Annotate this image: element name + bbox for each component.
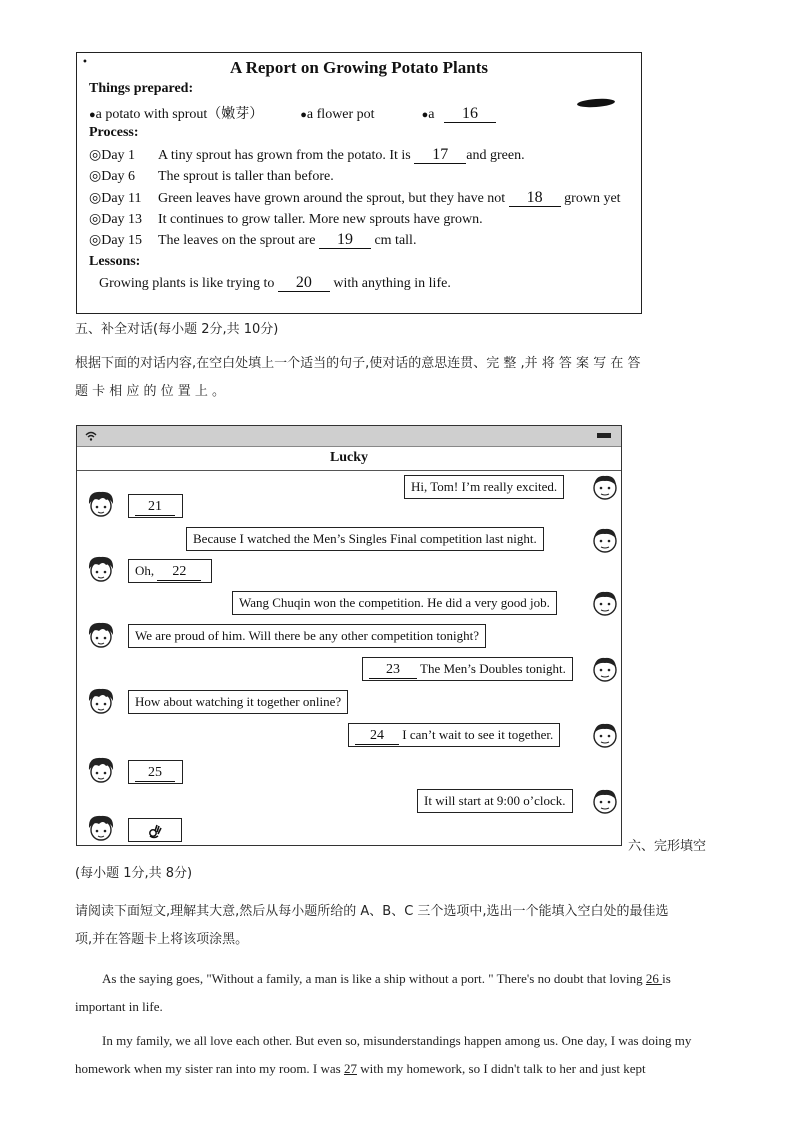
lessons-label: Lessons: (89, 254, 141, 269)
status-bar (77, 426, 621, 447)
report-box (76, 52, 642, 314)
passage-paragraph-1 (75, 965, 720, 1021)
corner-mark: • (82, 57, 88, 68)
day-row (89, 211, 483, 228)
blank-25[interactable]: 25 (135, 765, 175, 782)
section6-instruction (75, 898, 720, 954)
day-text: It continues to grow taller. More new sprouts have grown. (158, 212, 483, 227)
wifi-icon (85, 431, 97, 441)
day-label: Day 6 (101, 169, 136, 184)
message-text: Oh, (135, 563, 155, 578)
message-bubble (417, 789, 573, 813)
message-bubble (128, 559, 212, 583)
chat-title: Lucky (77, 446, 621, 471)
section5-instruction (75, 350, 720, 406)
instruction-line: 请阅读下面短文,理解其大意,然后从每小题所给的 A、B、C 三个选项中,选出一个能填入空白处的最佳选 (75, 904, 669, 919)
things-prepared-label: Things prepared: (89, 81, 194, 96)
message-text: It will start at 9:00 o’clock. (424, 793, 566, 808)
section5-heading: 五、补全对话(每小题 2分,共 10分) (75, 322, 279, 337)
lesson-text: Growing plants is like trying to (99, 276, 275, 291)
avatar-tom (590, 786, 620, 816)
chat-window (76, 425, 622, 846)
day-label: Day 15 (101, 233, 143, 248)
lesson-text-post: with anything in life. (333, 276, 451, 291)
blank-20[interactable]: 20 (278, 275, 330, 292)
blank-22[interactable]: 22 (157, 564, 201, 581)
battery-icon (597, 433, 611, 438)
day-text-post: grown yet (564, 191, 621, 206)
blank-16[interactable]: 16 (444, 106, 496, 123)
message-bubble (128, 760, 183, 784)
thing-item: a potato with sprout（嫩芽） (95, 107, 264, 122)
day-text-post: cm tall. (374, 233, 417, 248)
circle-dot-icon: ◎ (89, 233, 102, 248)
message-text: How about watching it together online? (135, 694, 342, 709)
avatar-tom (590, 654, 620, 684)
instruction-line: 项,并在答题卡上将该项涂黑。 (75, 932, 249, 947)
day-label: Day 13 (101, 212, 143, 227)
message-text: We are proud of him. Will there be any other competition tonight? (135, 628, 480, 643)
bullet-icon: ● (89, 109, 96, 121)
message-bubble (128, 494, 183, 518)
avatar-lucky (86, 489, 116, 519)
day-text: A tiny sprout has grown from the potato. It is (158, 148, 411, 163)
passage-text: with my homework, so I didn't talk to her and just kept (356, 1061, 646, 1076)
thing-item: a (428, 107, 435, 122)
avatar-tom (590, 472, 620, 502)
thing-item: a flower pot (306, 107, 375, 122)
ink-smudge (577, 98, 615, 109)
blank-26[interactable]: 26 (645, 971, 663, 986)
circle-dot-icon: ◎ (89, 148, 102, 163)
message-text: Hi, Tom! I’m really excited. (411, 479, 558, 494)
message-bubble (362, 657, 573, 681)
passage-text: As the saying goes, "Without a family, a man is like a ship without a port. " There's no doubt that loving (102, 971, 646, 986)
message-text: The Men’s Doubles tonight. (420, 661, 566, 676)
day-row (89, 147, 525, 164)
avatar-lucky (86, 554, 116, 584)
message-bubble (232, 591, 557, 615)
day-label: Day 1 (101, 148, 136, 163)
report-title: A Report on Growing Potato Plants (230, 58, 488, 77)
blank-19[interactable]: 19 (319, 232, 371, 249)
blank-23[interactable]: 23 (369, 662, 417, 679)
circle-dot-icon: ◎ (89, 169, 102, 184)
blank-27[interactable]: 27 (343, 1061, 357, 1076)
blank-18[interactable]: 18 (509, 190, 561, 207)
things-list (89, 103, 496, 123)
avatar-lucky (86, 813, 116, 843)
bullet-icon: ● (421, 109, 429, 121)
avatar-tom (590, 525, 620, 555)
message-bubble (128, 624, 486, 648)
avatar-tom (590, 720, 620, 750)
message-bubble (128, 818, 182, 842)
section6-heading: 六、完形填空 (628, 839, 707, 854)
day-text: The sprout is taller than before. (158, 169, 334, 184)
circle-dot-icon: ◎ (89, 191, 102, 206)
avatar-lucky (86, 755, 116, 785)
day-row (89, 190, 621, 207)
blank-24[interactable]: 24 (355, 728, 399, 745)
blank-21[interactable]: 21 (135, 499, 175, 516)
section6-score: (每小题 1分,共 8分) (75, 866, 193, 881)
message-bubble (186, 527, 544, 551)
day-row (89, 232, 416, 249)
ok-hand-icon (147, 822, 163, 837)
lesson-line (99, 275, 451, 292)
day-row (89, 168, 334, 185)
avatar-lucky (86, 686, 116, 716)
message-text: Because I watched the Men’s Singles Final competition last night. (193, 531, 537, 546)
message-bubble (404, 475, 564, 499)
passage-paragraph-2 (75, 1027, 720, 1083)
avatar-tom (590, 588, 620, 618)
day-text: The leaves on the sprout are (158, 233, 316, 248)
blank-17[interactable]: 17 (414, 147, 466, 164)
day-text-post: and green. (466, 148, 525, 163)
avatar-lucky (86, 620, 116, 650)
circle-dot-icon: ◎ (89, 212, 102, 227)
bullet-icon: ● (300, 109, 307, 121)
instruction-line: 题 卡 相 应 的 位 置 上 。 (75, 384, 226, 399)
message-text: I can’t wait to see it together. (402, 727, 554, 742)
message-text: Wang Chuqin won the competition. He did a very good job. (239, 595, 550, 610)
passage-text: In my family, we all love each other. But even so, misunderstandings happen among us. One day, I was doing my homework when my sister ran into my room. I was (75, 1033, 692, 1076)
day-text: Green leaves have grown around the sprout, but they have not (158, 191, 506, 206)
instruction-line: 根据下面的对话内容,在空白处填上一个适当的句子,使对话的意思连贯、完 整 ,并 将 答 案 写 在 答 (75, 356, 641, 371)
day-label: Day 11 (101, 191, 142, 206)
message-bubble (128, 690, 348, 714)
passage-text: is important in life. (75, 971, 671, 1014)
message-bubble (348, 723, 560, 747)
process-label: Process: (89, 125, 139, 140)
